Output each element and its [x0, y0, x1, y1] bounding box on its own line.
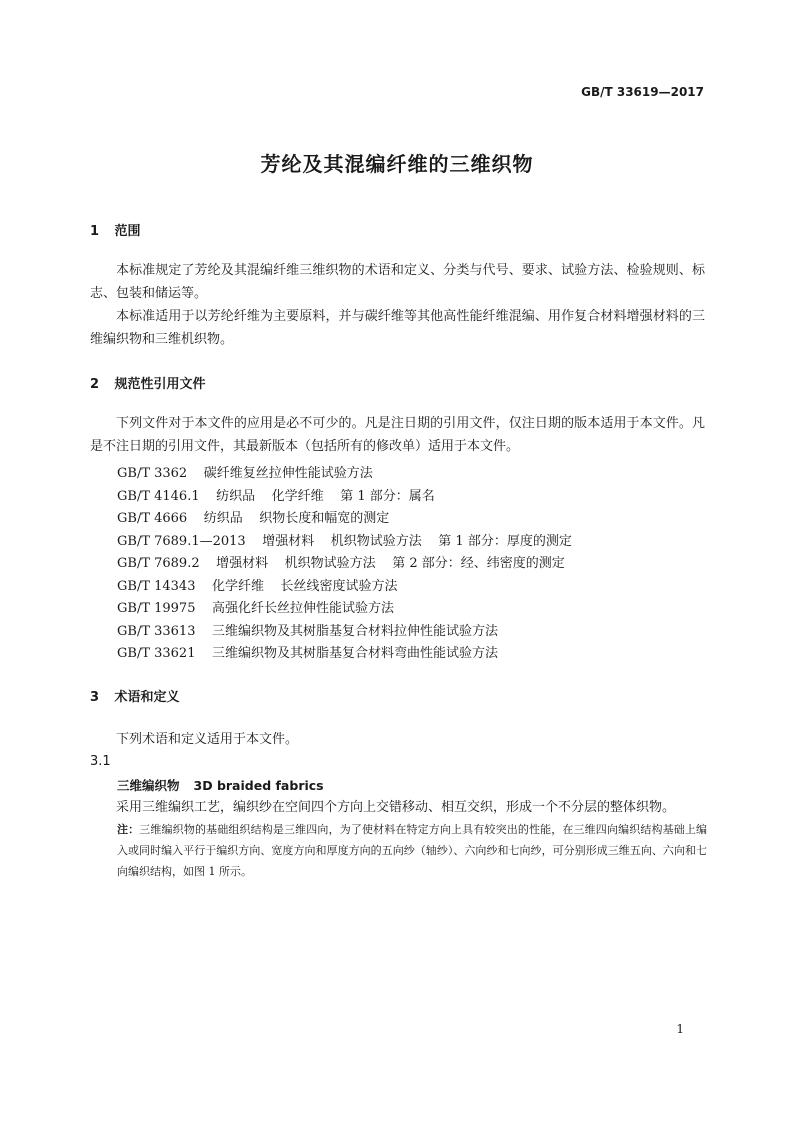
reference-item: GB/T 33621 三维编织物及其树脂基复合材料弯曲性能试验方法 — [117, 646, 499, 661]
term-definition: 采用三维编织工艺，编织纱在空间四个方向上交错移动、相互交织，形成一个不分层的整体织物。 — [116, 800, 676, 815]
section-2-intro: 下列文件对于本文件的应用是必不可少的。凡是注日期的引用文件，仅注日期的版本适用于本文件。凡是不注日期的引用文件，其最新版本（包括所有的修改单）适用于本文件。 — [90, 416, 705, 454]
standard-code: GB/T 33619—2017 — [581, 85, 704, 99]
section-1-paragraph-1: 本标准规定了芳纶及其混编纤维三维织物的术语和定义、分类与代号、要求、试验方法、检验规则、标志、包装和储运等。 — [90, 263, 705, 301]
note-text: 三维编织物的基础组织结构是三维四向，为了使材料在特定方向上具有较突出的性能，在三维四向编织结构基础上编入或同时编入平行于编织方向、宽度方向和厚度方向的五向纱（轴纱）、六向纱和七向纱，可分别形成三维五向、六向和七向编织结构，如图 1 所示。 — [117, 823, 708, 878]
document-title: 芳纶及其混编纤维的三维织物 — [260, 152, 534, 176]
term-english: 3D braided fabrics — [193, 778, 324, 793]
section-2-number: 2 — [90, 377, 100, 392]
section-3-title: 术语和定义 — [114, 690, 180, 705]
section-2-title: 规范性引用文件 — [114, 377, 206, 392]
reference-item: GB/T 14343 化学纤维 长丝线密度试验方法 — [117, 579, 398, 594]
term-chinese: 三维编织物 — [117, 778, 180, 793]
reference-item: GB/T 7689.2 增强材料 机织物试验方法 第 2 部分：经、纬密度的测定 — [117, 556, 565, 571]
section-3-heading — [90, 686, 180, 705]
term-entry — [117, 776, 324, 794]
reference-item: GB/T 19975 高强化纤长丝拉伸性能试验方法 — [117, 601, 395, 616]
section-1-number: 1 — [90, 224, 100, 239]
reference-item: GB/T 7689.1—2013 增强材料 机织物试验方法 第 1 部分：厚度的测定 — [117, 534, 572, 549]
page-number: 1 — [676, 1022, 684, 1036]
term-note — [117, 819, 707, 882]
reference-item: GB/T 33613 三维编织物及其树脂基复合材料拉伸性能试验方法 — [117, 624, 499, 639]
reference-item: GB/T 4666 纺织品 织物长度和幅宽的测定 — [117, 511, 390, 526]
note-label: 注： — [117, 823, 140, 836]
section-2-heading — [90, 373, 206, 392]
section-3-number: 3 — [90, 690, 100, 705]
section-3-intro: 下列术语和定义适用于本文件。 — [116, 732, 299, 747]
clause-number: 3.1 — [90, 754, 111, 769]
reference-item: GB/T 3362 碳纤维复丝拉伸性能试验方法 — [117, 466, 373, 481]
section-1-paragraph-2: 本标准适用于以芳纶纤维为主要原料，并与碳纤维等其他高性能纤维混编、用作复合材料增强材料的三维编织物和三维机织物。 — [90, 309, 705, 347]
reference-item: GB/T 4146.1 纺织品 化学纤维 第 1 部分：属名 — [117, 489, 435, 504]
section-1-title: 范围 — [114, 224, 141, 239]
section-1-heading — [90, 220, 141, 239]
